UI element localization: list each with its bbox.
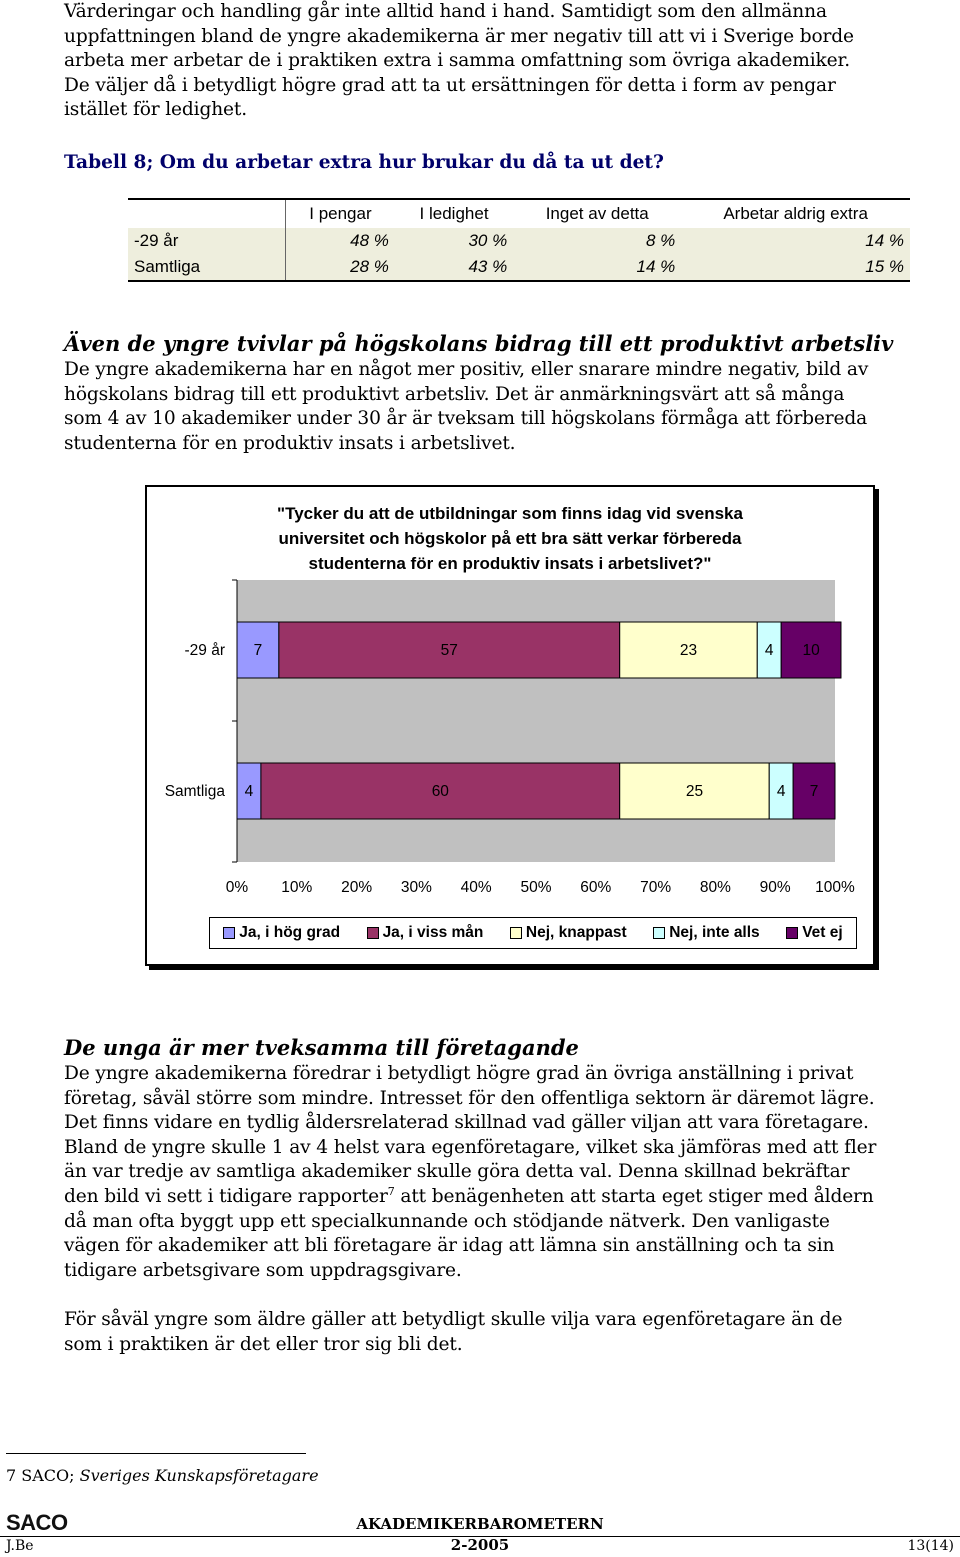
intro-line: arbeta mer arbetar de i praktiken extra i samma omfattning som övriga akademiker. xyxy=(64,50,850,72)
legend-label: Nej, knappast xyxy=(525,924,627,941)
intro-line: Värderingar och handling går inte alltid hand i hand. Samtidigt som den allmänna xyxy=(64,1,827,22)
col-header: Arbetar aldrig extra xyxy=(681,199,910,228)
section2-paragraph xyxy=(64,358,954,456)
data-label: 25 xyxy=(685,783,704,800)
data-label: 23 xyxy=(679,642,698,659)
x-tick-label: 70% xyxy=(640,879,672,896)
footnote xyxy=(6,1466,319,1485)
legend-item xyxy=(786,924,843,942)
row-label: -29 år xyxy=(128,228,286,254)
category-label: -29 år xyxy=(184,642,225,659)
legend-swatch xyxy=(223,927,235,939)
x-tick-label: 10% xyxy=(281,879,313,896)
chart-title-line: "Tycker du att de utbildningar som finns idag vid svenska xyxy=(277,504,743,523)
table-corner xyxy=(128,199,286,228)
body-line: vägen för akademiker att bli företagare är idag att lämna sin anställning och ta sin xyxy=(64,1235,835,1257)
body-line: som 4 av 10 akademiker under 30 år är tveksam till högskolans förmåga att förbereda xyxy=(64,408,868,430)
legend-swatch xyxy=(510,927,522,939)
intro-paragraph xyxy=(64,0,954,123)
legend-item xyxy=(510,924,627,942)
table-cell: 15 % xyxy=(681,254,910,281)
body-line: För såväl yngre som äldre gäller att betydligt skulle vilja vara egenföretagare än de xyxy=(64,1309,843,1330)
body-line: tidigare arbetsgivare som uppdragsgivare. xyxy=(64,1259,462,1281)
footer-page-number: 13(14) xyxy=(907,1538,954,1554)
legend-label: Ja, i viss mån xyxy=(382,924,484,941)
body-line: då man ofta byggt upp ett specialkunnande och stödjande nätverk. Den vanligaste xyxy=(64,1210,830,1232)
data-label: 7 xyxy=(253,642,263,659)
col-header: I ledighet xyxy=(395,199,513,228)
x-tick-label: 60% xyxy=(580,879,612,896)
body-line xyxy=(64,1185,954,1210)
body-line: än var tredje av samtliga akademiker skulle göra detta val. Denna skillnad bekräftar xyxy=(64,1161,850,1183)
table-cell: 30 % xyxy=(395,228,513,254)
saco-logo: SACO xyxy=(6,1510,68,1535)
category-label: Samtliga xyxy=(164,783,225,800)
data-label: 60 xyxy=(431,783,449,800)
body-text: den bild vi sett i tidigare rapporter xyxy=(64,1185,388,1207)
data-label: 4 xyxy=(764,642,774,659)
x-tick-label: 40% xyxy=(460,879,492,896)
legend-item xyxy=(367,924,484,942)
footer-author: J.Be xyxy=(6,1538,34,1554)
table-cell: 28 % xyxy=(286,254,395,281)
intro-line: uppfattningen bland de yngre akademikerna är mer negativ till att vi i Sverige borde xyxy=(64,25,854,47)
section3-paragraph-2 xyxy=(64,1308,954,1357)
legend-swatch xyxy=(367,927,379,939)
body-line: företag, såväl större som mindre. Intresset för den offentliga sektorn är däremot lägre. xyxy=(64,1087,875,1109)
table-cell: 43 % xyxy=(395,254,513,281)
table-cell: 8 % xyxy=(513,228,681,254)
body-line: De yngre akademikerna har en något mer positiv, eller snarare mindre negativ, bild av xyxy=(64,359,869,380)
legend-item xyxy=(653,924,759,942)
legend-swatch xyxy=(653,927,665,939)
chart-title-line: studenterna för en produktiv insats i arbetslivet?" xyxy=(308,554,712,573)
body-line: Det finns vidare en tydlig åldersrelaterad skillnad vad gäller viljan att vara företagare. xyxy=(64,1112,869,1134)
section3-paragraph xyxy=(64,1062,954,1283)
x-tick-label: 0% xyxy=(225,879,249,896)
data-label: 4 xyxy=(776,783,786,800)
table8 xyxy=(128,198,910,282)
legend-label: Ja, i hög grad xyxy=(239,924,341,941)
data-label: 4 xyxy=(244,783,254,800)
chart-title-line: universitet och högskolor på ett bra sätt verkar förbereda xyxy=(278,529,742,548)
body-line: studenterna för en produktiv insats i arbetslivet. xyxy=(64,432,516,454)
col-header: Inget av detta xyxy=(513,199,681,228)
table-row xyxy=(128,254,910,281)
row-label: Samtliga xyxy=(128,254,286,281)
legend-label: Vet ej xyxy=(802,924,843,941)
legend-item xyxy=(223,924,340,942)
x-tick-label: 90% xyxy=(759,879,791,896)
footer-title: AKADEMIKERBAROMETERN xyxy=(356,1515,604,1533)
chart-legend xyxy=(209,917,857,949)
footer-issue: 2-2005 xyxy=(450,1536,510,1554)
data-label: 57 xyxy=(440,642,458,659)
table8-title: Tabell 8; Om du arbetar extra hur brukar du då ta ut det? xyxy=(64,152,664,173)
table-header-row xyxy=(128,199,910,228)
footnote-divider xyxy=(6,1453,306,1454)
data-label: 10 xyxy=(802,642,820,659)
x-tick-label: 80% xyxy=(699,879,731,896)
data-label: 7 xyxy=(809,783,819,800)
stacked-bar-chart xyxy=(147,487,873,907)
footnote-number: 7 xyxy=(6,1466,17,1485)
table-row xyxy=(128,228,910,254)
body-text: att benägenheten att starta eget stiger med åldern xyxy=(394,1185,874,1207)
intro-line: De väljer då i betydligt högre grad att ta ut ersättningen för detta i form av pengar xyxy=(64,74,836,96)
table-cell: 14 % xyxy=(513,254,681,281)
col-header: I pengar xyxy=(286,199,395,228)
table-cell: 14 % xyxy=(681,228,910,254)
x-tick-label: 30% xyxy=(400,879,432,896)
x-tick-label: 50% xyxy=(520,879,552,896)
section-heading: De unga är mer tveksamma till företagande xyxy=(64,1035,579,1060)
x-tick-label: 100% xyxy=(815,879,855,896)
intro-line: istället för ledighet. xyxy=(64,99,247,121)
body-line: högskolans bidrag till ett produktivt arbetsliv. Det är anmärkningsvärt att så många xyxy=(64,383,845,405)
legend-label: Nej, inte alls xyxy=(669,924,760,941)
body-line: Bland de yngre skulle 1 av 4 helst vara egenföretagare, vilket ska jämföras med att fler xyxy=(64,1136,877,1158)
footnote-source-title: Sveriges Kunskapsföretagare xyxy=(79,1466,319,1485)
table-cell: 48 % xyxy=(286,228,395,254)
chart-frame xyxy=(145,485,875,966)
x-tick-label: 20% xyxy=(341,879,373,896)
body-line: som i praktiken är det eller tror sig bli det. xyxy=(64,1333,463,1355)
footnote-source: SACO; xyxy=(21,1466,80,1485)
footnote-ref[interactable]: 7 xyxy=(387,1184,395,1198)
body-line: De yngre akademikerna föredrar i betydligt högre grad än övriga anställning i privat xyxy=(64,1063,854,1084)
section-heading: Även de yngre tvivlar på högskolans bidrag till ett produktivt arbetsliv xyxy=(64,331,894,356)
legend-swatch xyxy=(786,927,798,939)
